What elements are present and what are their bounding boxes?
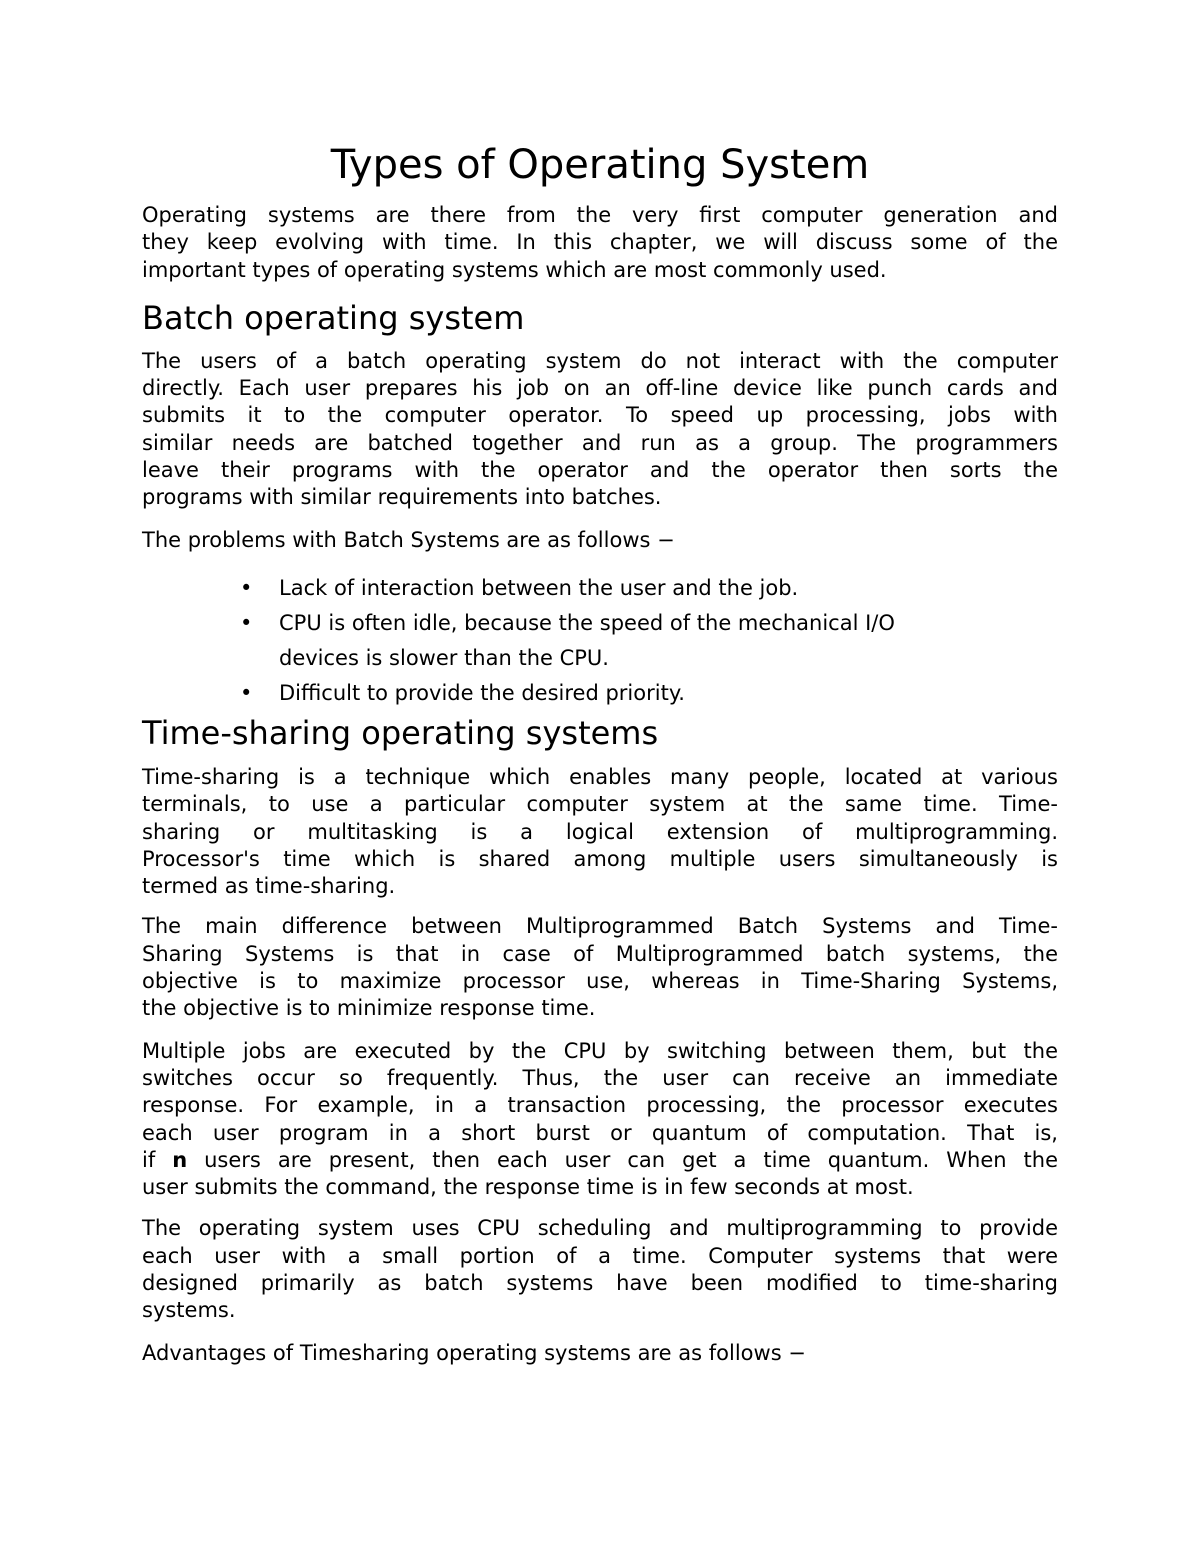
section-heading: Batch operating system [142, 298, 525, 337]
text-line: similar needs are batched together and run as a group. The programmers [142, 430, 1058, 455]
text-line: The main difference between Multiprogrammed Batch Systems and Time- [142, 914, 1058, 939]
bullet-list [142, 571, 1058, 711]
paragraph [142, 348, 1058, 512]
text-line: each user with a small portion of a time. Computer systems that were [142, 1243, 1058, 1268]
bullet-icon: • [240, 680, 253, 705]
text-line: Time-sharing is a technique which enables many people, located at various [142, 764, 1058, 789]
text-segment: users are present, then each user can get a time quantum. When the [187, 1147, 1058, 1172]
bold-variable: n [172, 1147, 188, 1172]
paragraph [142, 1340, 1058, 1367]
paragraph [142, 913, 1058, 1022]
text-segment: if [142, 1147, 173, 1172]
text-line: Multiple jobs are executed by the CPU by switching between them, but the [142, 1038, 1058, 1063]
text-line: Difficult to provide the desired priority. [279, 680, 685, 705]
paragraph [142, 764, 1058, 900]
text-line: directly. Each user prepares his job on an off-line device like punch cards and [142, 376, 1058, 401]
text-line: CPU is often idle, because the speed of the mechanical I/O [279, 610, 895, 635]
text-line: sharing or multitasking is a logical extension of multiprogramming. [142, 819, 1058, 844]
text-line: Operating systems are there from the very first computer generation and [142, 203, 1058, 227]
text-line: submits it to the computer operator. To speed up processing, jobs with [142, 403, 1058, 428]
document-page [142, 128, 1058, 1367]
list-item [142, 571, 1058, 606]
text-line [142, 1147, 1058, 1174]
text-line: devices is slower than the CPU. [279, 645, 609, 670]
paragraph [142, 527, 1058, 554]
text-line: programs with similar requirements into batches. [142, 485, 662, 510]
bullet-icon: • [240, 610, 253, 635]
list-item [142, 676, 1058, 711]
text-line: response. For example, in a transaction processing, the processor executes [142, 1093, 1058, 1118]
section-heading: Time-sharing operating systems [142, 713, 659, 752]
text-line: objective is to maximize processor use, whereas in Time-Sharing Systems, [142, 969, 1058, 994]
text-line: termed as time-sharing. [142, 874, 396, 899]
text-line: designed primarily as batch systems have been modified to time-sharing [142, 1271, 1058, 1296]
text-line: they keep evolving with time. In this chapter, we will discuss some of the [142, 230, 1058, 255]
text-line: The operating system uses CPU scheduling and multiprogramming to provide [142, 1216, 1058, 1241]
text-line: the objective is to minimize response time. [142, 996, 596, 1021]
paragraph [142, 1038, 1058, 1202]
text-line: Lack of interaction between the user and the job. [279, 575, 799, 600]
text-line: Processor's time which is shared among multiple users simultaneously is [142, 846, 1058, 871]
text-line: terminals, to use a particular computer system at the same time. Time- [142, 792, 1058, 817]
paragraph [142, 1215, 1058, 1324]
text-line: user submits the command, the response time is in few seconds at most. [142, 1175, 914, 1200]
bullet-icon: • [240, 575, 253, 600]
page-title: Types of Operating System [330, 142, 870, 188]
text-line: Advantages of Timesharing operating systems are as follows − [142, 1340, 806, 1365]
text-line: The problems with Batch Systems are as follows − [142, 527, 675, 552]
text-line: each user program in a short burst or quantum of computation. That is, [142, 1120, 1058, 1145]
text-line: switches occur so frequently. Thus, the user can receive an immediate [142, 1065, 1058, 1090]
list-item [142, 606, 1058, 676]
text-line: systems. [142, 1298, 236, 1323]
text-line: Sharing Systems is that in case of Multiprogrammed batch systems, the [142, 941, 1058, 966]
text-line: important types of operating systems which are most commonly used. [142, 257, 887, 282]
text-line: leave their programs with the operator and the operator then sorts the [142, 458, 1058, 483]
text-line: The users of a batch operating system do not interact with the computer [142, 348, 1058, 373]
paragraph [142, 202, 1058, 284]
